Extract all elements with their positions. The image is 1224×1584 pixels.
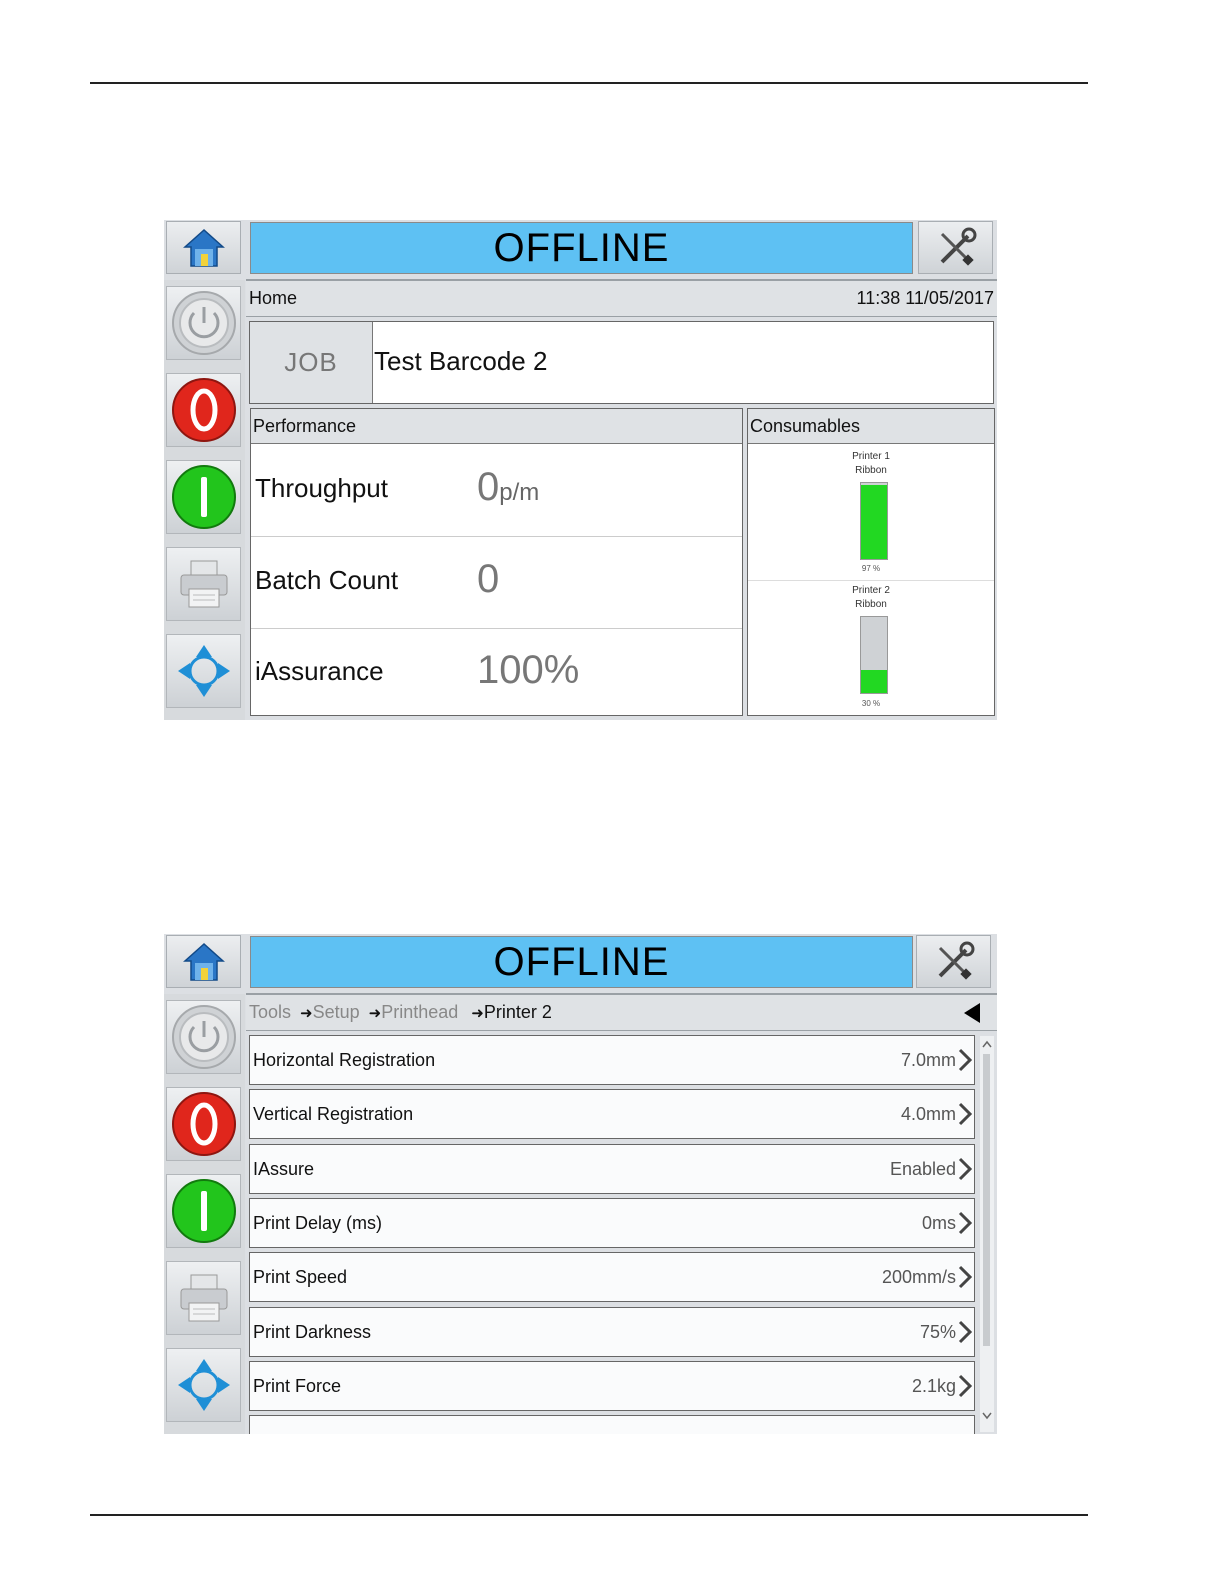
level-gauge [860, 482, 888, 560]
perf-row-iassurance [251, 628, 742, 719]
tools-icon [934, 226, 978, 270]
navigate-icon [176, 643, 232, 699]
level-fill [861, 485, 887, 559]
setting-label: Vertical Registration [253, 1104, 414, 1125]
setting-row-partial[interactable] [249, 1415, 975, 1434]
perf-number: 0 [477, 465, 500, 509]
perf-value: 0 [477, 557, 500, 601]
chevron-right-icon [957, 1373, 973, 1399]
setting-row[interactable] [249, 1144, 975, 1194]
back-button[interactable] [963, 1002, 981, 1024]
breadcrumb [246, 993, 997, 1031]
chevron-right-icon [957, 1319, 973, 1345]
setting-value: 2.1kg [911, 1375, 956, 1396]
home-button[interactable] [166, 221, 241, 274]
setting-label: Horizontal Registration [253, 1050, 436, 1070]
consumables-panel[interactable] [747, 408, 995, 716]
breadcrumb-tools[interactable]: Tools [249, 1002, 292, 1022]
consumables-title: Consumables [748, 409, 994, 444]
side-toolbar [164, 280, 245, 720]
printer-button[interactable] [166, 1261, 241, 1335]
setting-value: 0ms [921, 1212, 956, 1233]
level-percent: 30 % [861, 699, 881, 708]
start-icon [170, 1177, 238, 1245]
perf-label: Batch Count [255, 565, 399, 595]
start-button[interactable] [166, 460, 241, 534]
start-button[interactable] [166, 1174, 241, 1248]
stop-icon [170, 376, 238, 444]
setting-label: Print Speed [253, 1267, 348, 1288]
consumable-type: Ribbon [855, 599, 887, 610]
consumable-name: Printer 1 [852, 451, 890, 462]
status-banner: OFFLINE [250, 936, 913, 988]
scroll-down-icon[interactable] [980, 1410, 994, 1422]
stop-button[interactable] [166, 1087, 241, 1161]
setting-row[interactable] [249, 1307, 975, 1357]
level-fill [861, 670, 887, 693]
breadcrumb-printhead[interactable]: Printhead [381, 1002, 459, 1022]
consumable-printer-1[interactable] [748, 445, 994, 581]
printer-setup-screen [164, 934, 997, 1434]
navigate-button[interactable] [166, 634, 241, 708]
tools-button[interactable] [918, 221, 993, 274]
tools-icon [932, 940, 976, 984]
printer-icon [177, 1271, 231, 1325]
stop-button[interactable] [166, 373, 241, 447]
breadcrumb-home: Home [249, 288, 298, 308]
perf-unit: p/m [499, 479, 540, 506]
breadcrumb-arrow: ➜ [300, 1004, 313, 1022]
setting-row[interactable] [249, 1089, 975, 1139]
setting-label: Print Force [253, 1375, 342, 1396]
setting-label: Print Delay (ms) [253, 1212, 383, 1233]
perf-row-batch-count [251, 537, 742, 629]
setting-row[interactable] [249, 1252, 975, 1302]
perf-value: 100% [477, 648, 580, 692]
chevron-right-icon [957, 1101, 973, 1127]
navigate-button[interactable] [166, 1348, 241, 1422]
performance-panel [250, 408, 743, 716]
chevron-right-icon [957, 1210, 973, 1236]
datetime: 11:38 11/05/2017 [856, 288, 994, 308]
scroll-up-icon[interactable] [980, 1038, 994, 1050]
home-screen [164, 220, 997, 720]
level-percent: 97 % [861, 564, 881, 573]
setting-value: 75% [919, 1321, 956, 1342]
perf-row-throughput [251, 445, 742, 537]
perf-value [477, 465, 539, 510]
breadcrumb-arrow: ➜ [368, 1004, 382, 1022]
job-panel[interactable] [249, 321, 994, 404]
chevron-right-icon [957, 1264, 973, 1290]
scroll-thumb[interactable] [983, 1054, 990, 1346]
setting-row[interactable] [249, 1361, 975, 1411]
breadcrumb-current: Printer 2 [483, 1002, 552, 1022]
printer-button[interactable] [166, 547, 241, 621]
side-toolbar [164, 994, 245, 1434]
consumable-name: Printer 2 [852, 585, 890, 596]
consumable-printer-2[interactable] [748, 581, 994, 715]
breadcrumb-arrow: ➜ [471, 1004, 484, 1022]
top-rule [90, 82, 1088, 84]
home-icon [183, 227, 225, 269]
navigate-icon [176, 1357, 232, 1413]
power-button[interactable] [166, 1000, 241, 1074]
breadcrumb-setup[interactable]: Setup [312, 1002, 360, 1022]
status-banner: OFFLINE [250, 222, 913, 274]
power-button[interactable] [166, 286, 241, 360]
stop-icon [170, 1090, 238, 1158]
scrollbar[interactable] [980, 1036, 994, 1432]
chevron-right-icon [957, 1047, 973, 1073]
bottom-rule [90, 1514, 1088, 1516]
setting-row[interactable] [249, 1198, 975, 1248]
job-name: Test Barcode 2 [374, 346, 548, 376]
performance-title: Performance [251, 409, 742, 444]
setting-value: 200mm/s [881, 1267, 956, 1288]
power-icon [170, 289, 238, 357]
setting-label: Print Darkness [253, 1321, 372, 1342]
chevron-right-icon [957, 1156, 973, 1182]
setting-value: 4.0mm [900, 1104, 956, 1125]
start-icon [170, 463, 238, 531]
job-label: JOB [250, 322, 373, 403]
consumable-type: Ribbon [855, 465, 887, 476]
home-icon [183, 941, 225, 983]
home-button[interactable] [166, 935, 241, 988]
setting-row[interactable] [249, 1035, 975, 1085]
setting-label: IAssure [253, 1158, 315, 1179]
perf-label: iAssurance [255, 656, 384, 686]
level-gauge [860, 616, 888, 694]
setting-value: Enabled [889, 1158, 956, 1179]
tools-button[interactable] [916, 935, 991, 988]
setting-value: 7.0mm [900, 1050, 956, 1070]
power-icon [170, 1003, 238, 1071]
perf-label: Throughput [255, 473, 388, 503]
breadcrumb-bar [246, 279, 997, 317]
printer-icon [177, 557, 231, 611]
back-arrow-icon [963, 1002, 981, 1024]
